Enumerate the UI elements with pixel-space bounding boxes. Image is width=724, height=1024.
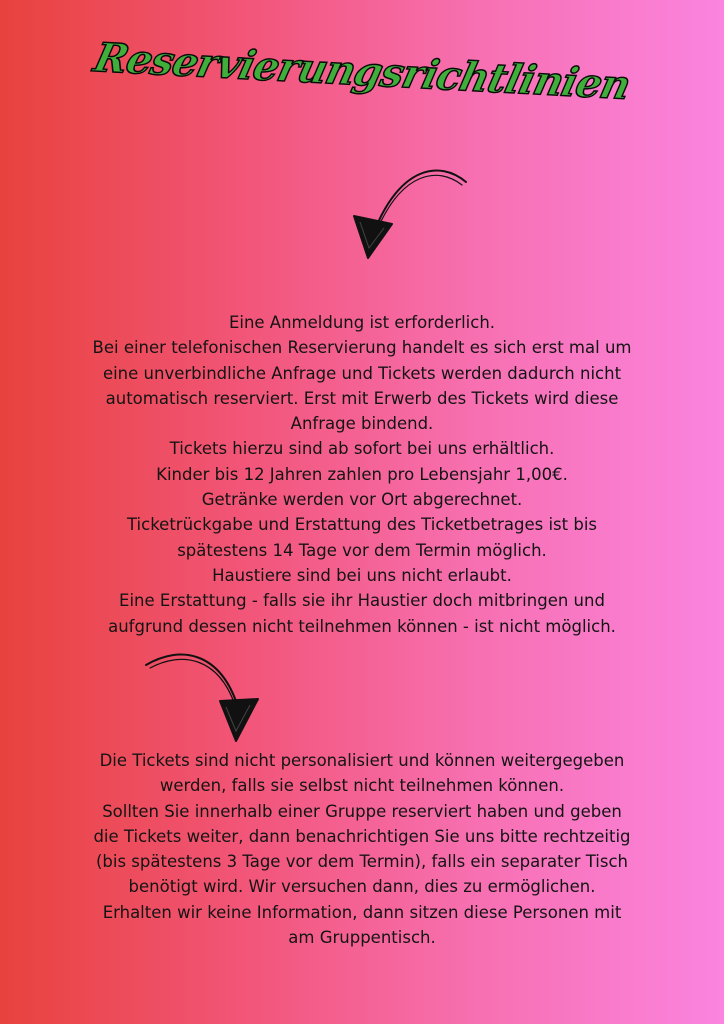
text-line: eine unverbindliche Anfrage und Tickets werden dadurch nicht (102, 363, 622, 383)
text-line: Kinder bis 12 Jahren zahlen pro Lebensjahr 1,00€. (156, 464, 568, 484)
page-title: Reservierungsrichtlinien (89, 34, 635, 109)
text-line: die Tickets weiter, dann benachrichtigen Sie uns bitte rechtzeitig (93, 826, 631, 846)
text-line: Bei einer telefonischen Reservierung handelt es sich erst mal um (92, 338, 632, 358)
text-line: Tickets hierzu sind ab sofort bei uns erhältlich. (169, 439, 555, 459)
text-line: Anfrage bindend. (290, 414, 434, 434)
text-line: am Gruppentisch. (288, 928, 436, 948)
text-line: aufgrund dessen nicht teilnehmen können - ist nicht möglich. (108, 616, 616, 636)
text-line: Ticketrückgabe und Erstattung des Ticketbetrages ist bis (126, 515, 598, 535)
text-line: Eine Erstattung - falls sie ihr Haustier doch mitbringen und (119, 591, 605, 611)
text-line: Erhalten wir keine Information, dann sitzen diese Personen mit (102, 902, 622, 922)
text-line: Getränke werden vor Ort abgerechnet. (201, 490, 523, 510)
text-line: Eine Anmeldung ist erforderlich. (228, 313, 496, 332)
text-line: werden, falls sie selbst nicht teilnehmen können. (159, 776, 565, 796)
curved-arrow-icon (340, 160, 480, 270)
ticket-transfer-text (60, 748, 664, 950)
text-line: Sollten Sie innerhalb einer Gruppe reserviert haben und geben (102, 801, 622, 821)
text-line: benötigt wird. Wir versuchen dann, dies zu ermöglichen. (128, 877, 596, 897)
text-line: (bis spätestens 3 Tage vor dem Termin), falls ein separater Tisch (95, 852, 629, 872)
text-line: Die Tickets sind nicht personalisiert und können weitergegeben (99, 751, 625, 770)
text-line: spätestens 14 Tage vor dem Termin möglich. (177, 540, 547, 560)
reservation-rules-text (60, 310, 664, 639)
text-line: Haustiere sind bei uns nicht erlaubt. (212, 565, 512, 585)
curved-arrow-icon (140, 645, 270, 745)
text-line: automatisch reserviert. Erst mit Erwerb des Tickets wird diese (105, 388, 619, 408)
